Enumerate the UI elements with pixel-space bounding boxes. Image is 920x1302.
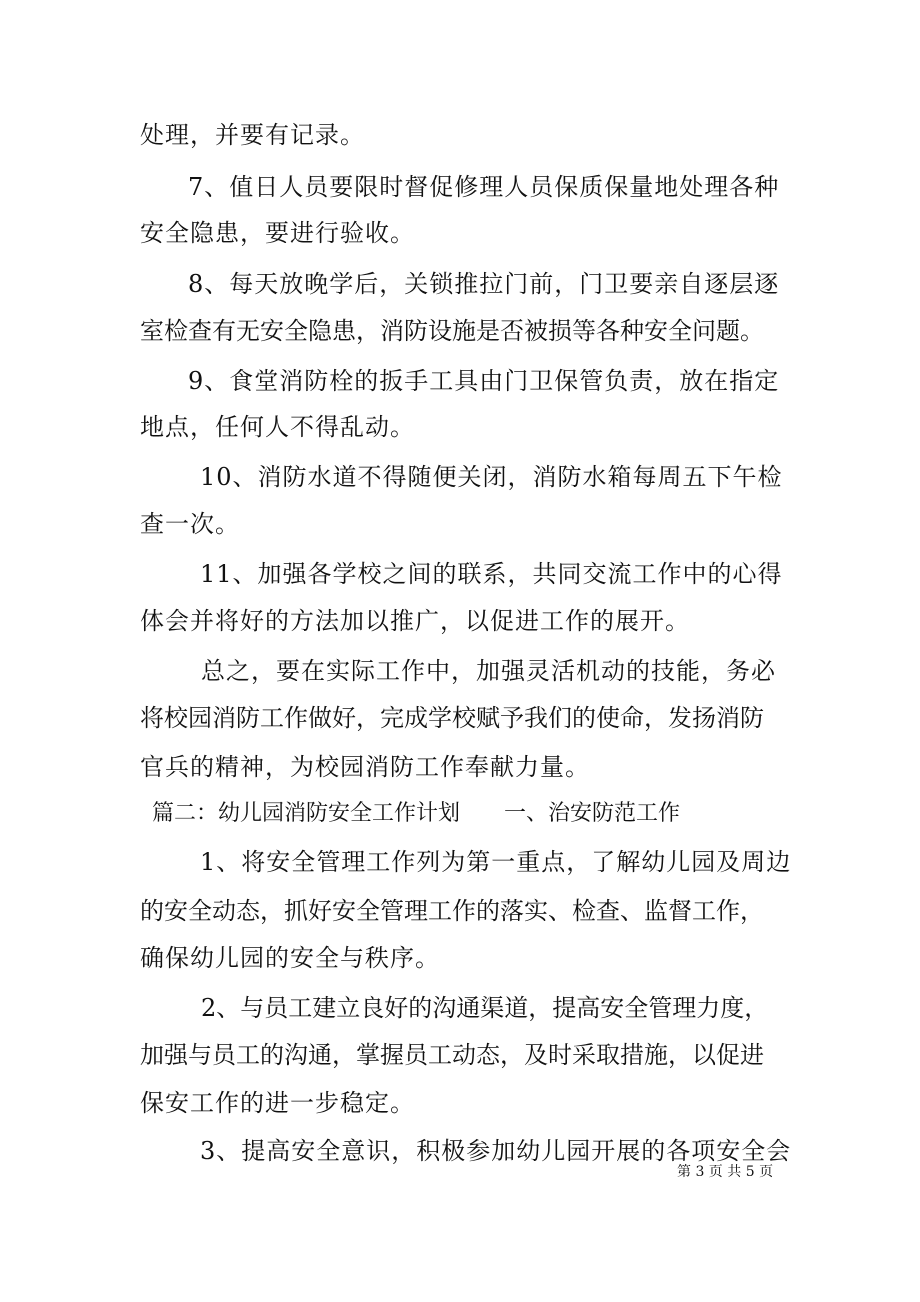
text-line: 3、提高安全意识，积极参加幼儿园开展的各项安全会 (200, 1137, 792, 1165)
text-line: 8、每天放晚学后，关锁推拉门前，门卫要亲自逐层逐 (188, 270, 780, 298)
text-line: 1、将安全管理工作列为第一重点，了解幼儿园及周边 (200, 848, 792, 876)
text-line: 查一次。 (140, 510, 240, 538)
text-line: 的安全动态，抓好安全管理工作的落实、检查、监督工作， (140, 897, 764, 925)
text-line: 2、与员工建立良好的沟通渠道，提高安全管理力度， (201, 994, 769, 1022)
text-line: 11、加强各学校之间的联系，共同交流工作中的心得 (200, 560, 783, 588)
text-line: 官兵的精神，为校园消防工作奉献力量。 (140, 753, 590, 781)
text-line: 室检查有无安全隐患，消防设施是否被损等各种安全问题。 (140, 317, 764, 345)
text-line: 地点，任何人不得乱动。 (140, 413, 415, 441)
text-line: 体会并将好的方法加以推广，以促进工作的展开。 (140, 607, 690, 635)
text-line: 保安工作的进一步稳定。 (140, 1089, 415, 1117)
text-line: 10、消防水道不得随便关闭，消防水箱每周五下午检 (200, 463, 783, 491)
text-line: 总之，要在实际工作中，加强灵活机动的技能，务必 (201, 657, 776, 685)
text-line: 将校园消防工作做好，完成学校赋予我们的使命，发扬消防 (140, 704, 764, 732)
text-line: 加强与员工的沟通，掌握员工动态，及时采取措施，以促进 (140, 1041, 764, 1069)
text-line: 9、食堂消防栓的扳手工具由门卫保管负责，放在指定 (188, 367, 780, 395)
text-line: 确保幼儿园的安全与秩序。 (140, 944, 440, 972)
section-heading: 篇二：幼儿园消防安全工作计划 一、治安防范工作 (152, 801, 681, 826)
text-line: 安全隐患，要进行验收。 (140, 219, 415, 247)
page-number-footer: 第 3 页 共 5 页 (677, 1164, 774, 1180)
text-line: 7、值日人员要限时督促修理人员保质保量地处理各种 (188, 173, 780, 201)
text-line: 处理，并要有记录。 (140, 121, 365, 149)
